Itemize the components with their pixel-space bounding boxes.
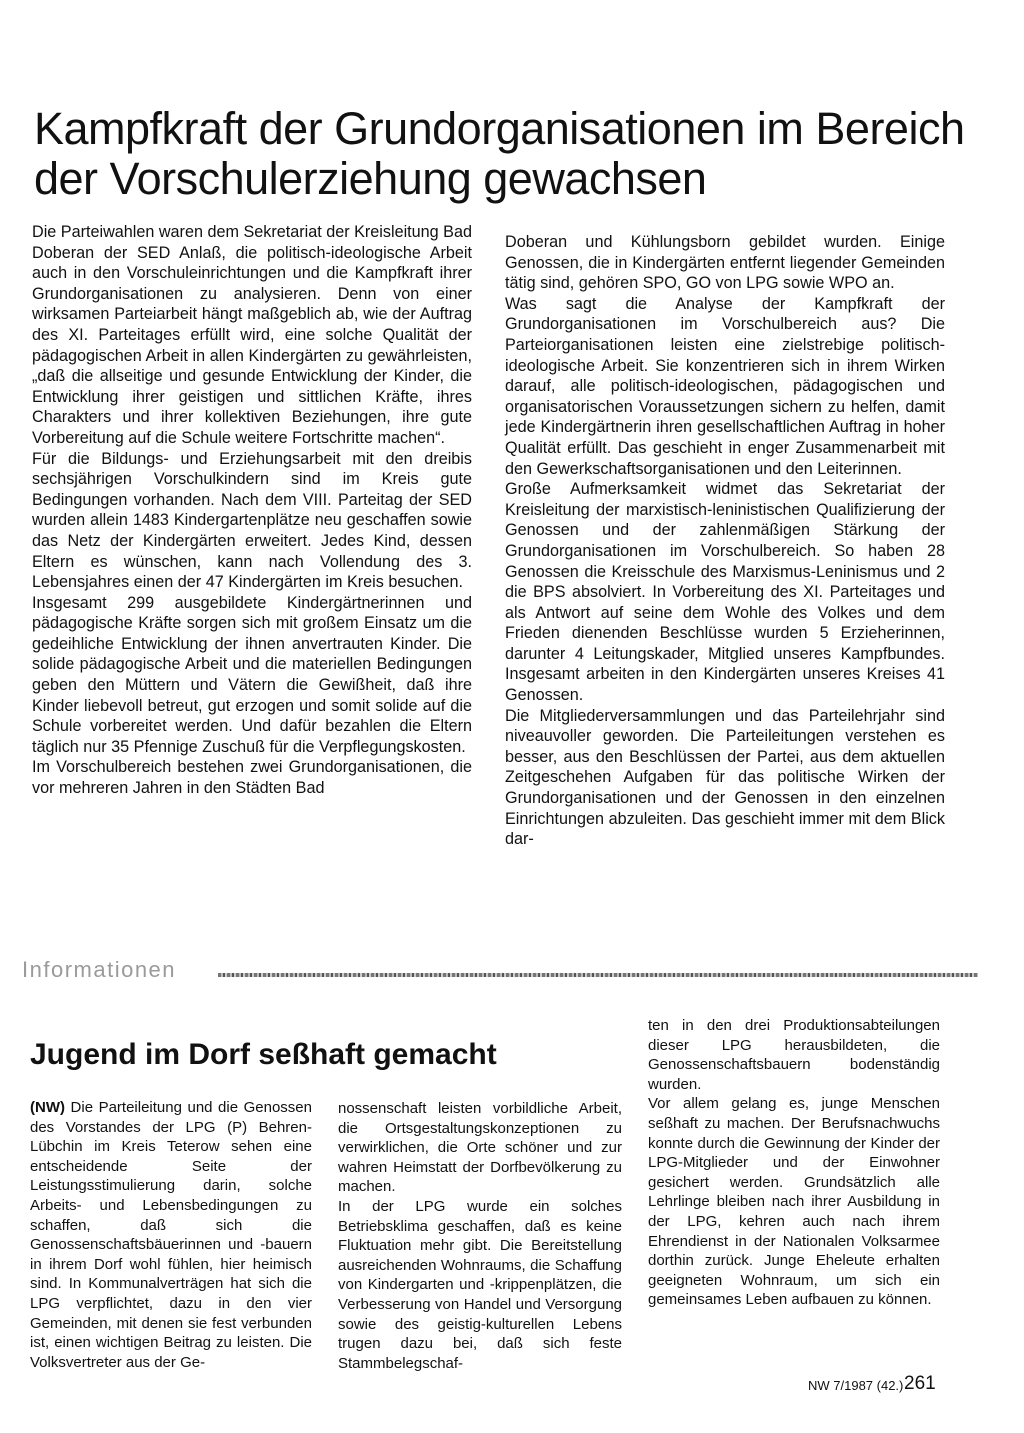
page-number: 261: [904, 1373, 936, 1394]
article-paragraph: Was sagt die Analyse der Kampfkraft der Grundorganisationen im Vorschulbereich aus? Die Parteiorganisationen leisten eine zielstrebige politisch-ideologische Arbeit. Sie konzentrieren sich in ihrem Wirken darauf, alle politisch-ideologischen, pädagogischen und organisatorischen Voraussetzungen sichern zu helfen, damit jede Kindergärtnerin ihren gesellschaftlichen Auftrag in hoher Qualität erfüllt. Das geschieht in enger Zusammenarbeit mit den Gewerkschaftsorganisationen und den Leiterinnen.: [505, 294, 945, 478]
article-paragraph: Große Aufmerksamkeit widmet das Sekretariat der Kreisleitung der marxistisch-leninistischen Qualifizierung der Genossen und der zahlenmäßigen Stärkung der Grundorganisationen im Vorschulbereich. So haben 28 Genossen die Kreisschule des Marxismus-Leninismus und 2 die BPS absolviert. In Vorbereitung des XI. Parteitages und als Antwort auf seine dem Wohle des Volkes und dem Frieden dienenden Beschlüsse wurden 5 Erzieherinnen, darunter 4 Leitungskader, Mitglied unseres Kampfbundes. Insgesamt arbeiten in den Kindergärten unseres Kreises 41 Genossen.: [505, 480, 945, 705]
article-paragraph: Im Vorschulbereich bestehen zwei Grundorganisationen, die vor mehreren Jahren in den Städten Bad: [32, 758, 472, 798]
news-paragraph: ten in den drei Produktionsabteilungen dieser LPG herausbildeten, die Genossenschaftsbauern bodenständig wurden.: [648, 1017, 940, 1093]
news-headline: Jugend im Dorf seßhaft gemacht: [30, 1037, 497, 1071]
news-paragraph: In der LPG wurde ein solches Betriebsklima geschaffen, daß es keine Fluktuation mehr gibt. Die Bereitstellung ausreichenden Wohnraums, die Schaffung von Kindergarten und -krippenplätzen, die Verbesserung von Handel und Versorgung sowie des geistig-kulturellen Lebens trugen dazu bei, daß sich feste Stammbelegschaf-: [338, 1197, 622, 1372]
article-column-2: [505, 232, 945, 850]
article-paragraph: Insgesamt 299 ausgebildete Kindergärtnerinnen und pädagogische Kräfte sorgen sich mit großem Einsatz um die gedeihliche Entwicklung der ihnen anvertrauten Kinder. Die solide pädagogische Arbeit und die materiellen Bedingungen geben den Müttern und Vätern die Gewißheit, daß ihre Kinder liebevoll betreut, gut erzogen und somit solide auf die Schule vorbereitet werden. Und dafür bezahlen die Eltern täglich nur 35 Pfennige Zuschuß für die Verpflegungskosten.: [32, 593, 472, 756]
article-headline: Kampfkraft der Grundorganisationen im Bereich der Vorschulerziehung gewachsen: [34, 103, 965, 205]
article-paragraph: Die Mitgliederversammlungen und das Parteilehrjahr sind niveauvoller geworden. Die Parteileitungen verstehen es besser, aus den Beschlüssen der Partei, aus dem aktuellen Zeitgeschehen Aufgaben für das politische Wirken der Grundorganisationen und der Genossen in den einzelnen Einrichtungen abzuleiten. Das geschieht immer mit dem Blick dar-: [505, 706, 945, 849]
article-column-1: [32, 222, 472, 799]
issue-folio: NW 7/1987 (42.): [808, 1378, 904, 1393]
section-bar: [22, 957, 997, 987]
section-label: Informationen: [22, 957, 177, 982]
article-paragraph: Für die Bildungs- und Erziehungsarbeit mit den dreibis sechsjährigen Vorschulkindern sind im Kreis gute Bedingungen vorhanden. Nach dem VIII. Parteitag der SED wurden allein 1483 Kindergartenplätze neu geschaffen sowie das Netz der Kindergärten erweitert. Jedes Kind, dessen Eltern es wünschen, kann nach Vollendung des 3. Lebensjahres einen der 47 Kindergärten im Kreis besuchen.: [32, 449, 472, 592]
article-paragraph: Doberan und Kühlungsborn gebildet wurden. Einige Genossen, die in Kindergärten entfernt liegender Gemeinden tätig sind, gehören SPO, GO von LPG sowie WPO an.: [505, 233, 945, 293]
news-paragraph: nossenschaft leisten vorbildliche Arbeit, die Ortsgestaltungskonzeptionen zu verwirklichen, die Orte schöner und zur wahren Heimstatt der Dorfbevölkerung zu machen.: [338, 1100, 622, 1196]
news-paragraph-text: Die Parteileitung und die Genossen des Vorstandes der LPG (P) Behren-Lübchin im Kreis Teterow sehen eine entscheidende Seite der Leistungsstimulierung darin, solche Arbeits- und Lebensbedingungen zu schaffen, daß sich die Genossenschaftsbäuerinnen und -bauern in ihrem Dorf wohl fühlen, hier heimisch sind. In Kommunalverträgen hat sich die LPG verpflichtet, dazu in den vier Gemeinden, mit denen sie fest verbunden ist, einen wichtigen Beitrag zu leisten. Die Volksvertreter aus der Ge-: [30, 1099, 312, 1371]
news-lead-tag: (NW): [30, 1099, 65, 1116]
news-column-1: [30, 1098, 312, 1372]
news-column-2: [338, 1099, 622, 1373]
section-divider: [218, 973, 978, 977]
news-paragraph: Vor allem gelang es, junge Menschen seßhaft zu machen. Der Berufsnachwuchs konnte durch die Gewinnung der Kinder der LPG-Mitglieder und der Einwohner gesichert werden. Grundsätzlich alle Lehrlinge bleiben nach ihrer Ausbildung in der LPG, kehren auch nach ihrem Ehrendienst in der Nationalen Volksarmee dorthin zurück. Junge Eheleute erhalten geeigneten Wohnraum, um sich ein gemeinsames Leben aufbauen zu können.: [648, 1095, 940, 1309]
article-paragraph: Die Parteiwahlen waren dem Sekretariat der Kreisleitung Bad Doberan der SED Anlaß, die politisch-ideologische Arbeit auch in den Vorschuleinrichtungen und die Kampfkraft ihrer Grundorganisationen zu analysieren. Denn von einer wirksamen Parteiarbeit hängt maßgeblich ab, wie der Auftrag des XI. Parteitages erfüllt wird, eine solche Qualität der pädagogischen Arbeit in allen Kindergärten zu gewährleisten, „daß die allseitige und gesunde Entwicklung der Kinder, die Entwicklung ihrer geistigen und sittlichen Kräfte, ihres Charakters und ihrer kollektiven Beziehungen, ihre gute Vorbereitung auf die Schule weitere Fortschritte machen“.: [32, 223, 472, 447]
news-column-3: [648, 1016, 940, 1310]
news-paragraph: [30, 1098, 312, 1372]
